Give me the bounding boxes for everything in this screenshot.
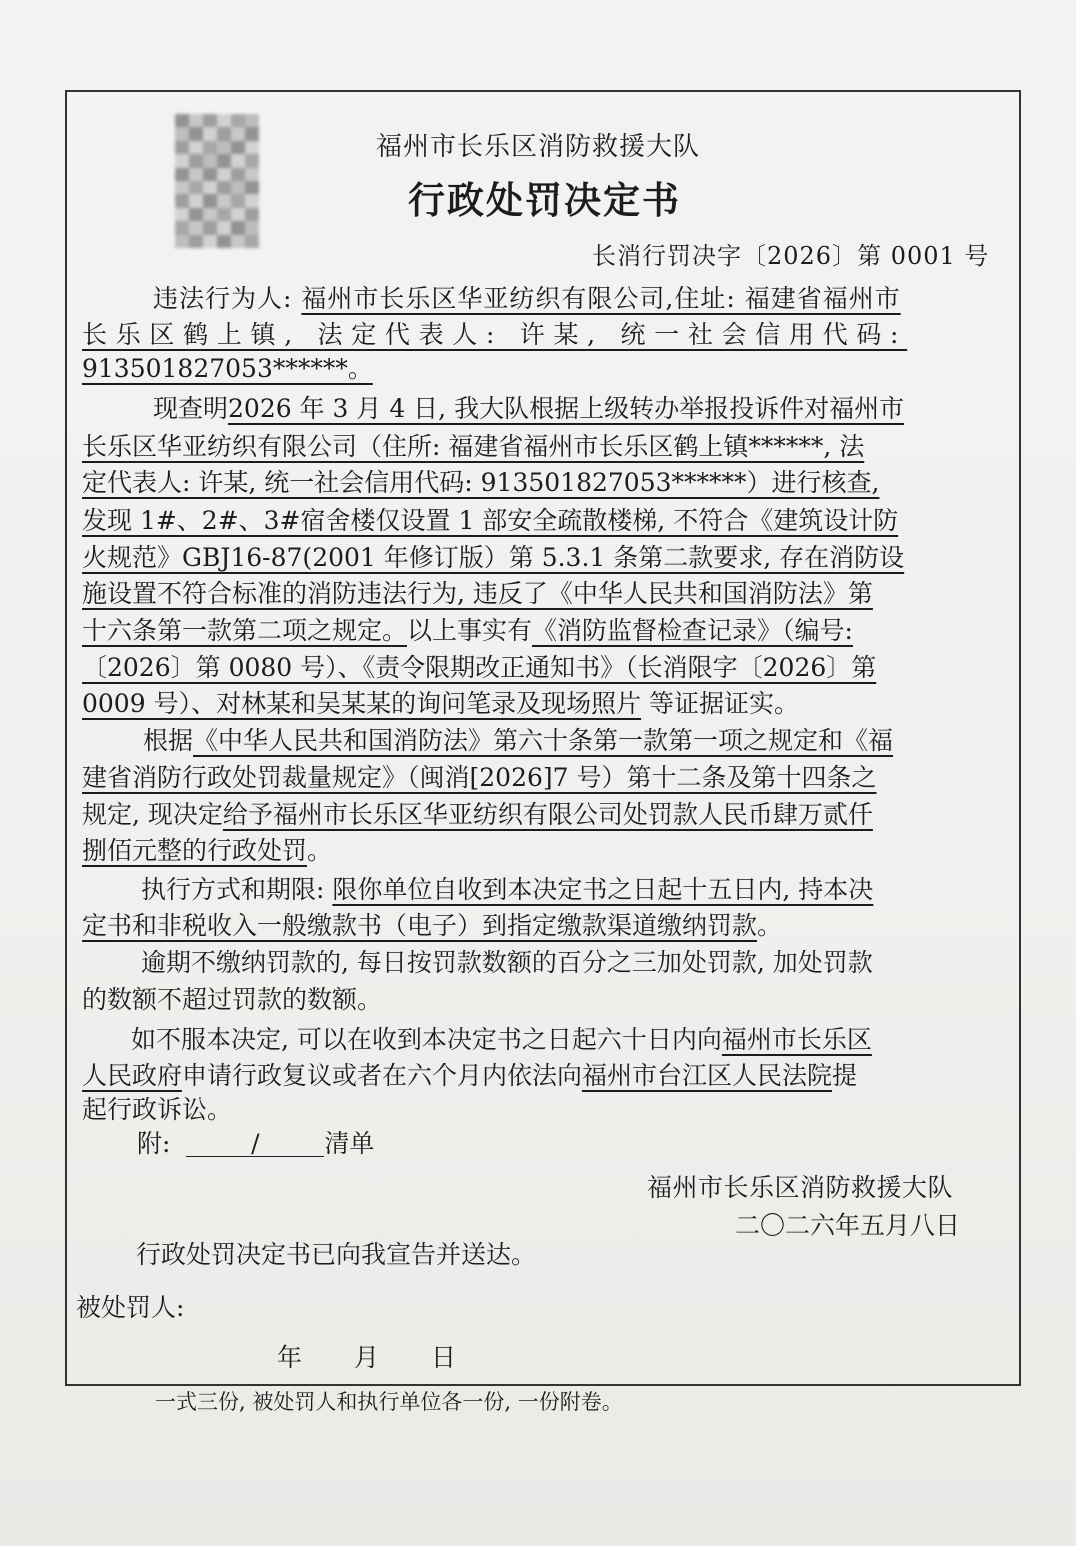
- body-line: 起行政诉讼。: [82, 1095, 233, 1124]
- attachment-blank: /: [186, 1131, 324, 1157]
- body-line: 人民政府申请行政复议或者在六个月内依法向福州市台江区人民法院提: [82, 1061, 858, 1090]
- signature-date: 二〇二六年五月八日: [735, 1211, 961, 1240]
- body-line: 长乐区华亚纺织有限公司（住所: 福建省福州市长乐区鹤上镇******, 法: [82, 432, 865, 461]
- attachment-line: 附: / 清单: [137, 1129, 375, 1158]
- body-line: 规定, 现决定给予福州市长乐区华亚纺织有限公司处罚款人民币肆万贰仟: [82, 800, 873, 829]
- body-line: 定代表人: 许某, 统一社会信用代码: 913501827053******）进行核查,: [82, 468, 880, 497]
- receipt-statement: 行政处罚决定书已向我宣告并送达。: [136, 1240, 537, 1269]
- body-line: 发现 1#、2#、3#宿舍楼仅设置 1 部安全疏散楼梯, 不符合《建筑设计防: [82, 506, 899, 535]
- penalized-party-label: 被处罚人:: [76, 1293, 185, 1322]
- body-line: 913501827053******。: [82, 354, 373, 383]
- body-line: 的数额不超过罚款的数额。: [82, 985, 383, 1014]
- body-line: 逾期不缴纳罚款的, 每日按罚款数额的百分之三加处罚款, 加处罚款: [141, 948, 873, 977]
- body-line: 〔2026〕第 0080 号）、《责令限期改正通知书》（长消限字〔2026〕第: [82, 653, 877, 682]
- body-line: 如不服本决定, 可以在收到本决定书之日起六十日内向福州市长乐区: [131, 1025, 872, 1054]
- body-line: 0009 号）、对林某和吴某某的询问笔录及现场照片 等证据证实。: [82, 689, 800, 718]
- body-line: 根据《中华人民共和国消防法》第六十条第一款第一项之规定和《福: [143, 726, 894, 755]
- body-line: 施设置不符合标准的消防违法行为, 违反了《中华人民共和国消防法》第: [82, 579, 873, 608]
- copies-note: 一式三份, 被处罚人和执行单位各一份, 一份附卷。: [155, 1390, 623, 1414]
- signature-organization: 福州市长乐区消防救援大队: [647, 1173, 954, 1202]
- body-line: 建省消防行政处罚裁量规定》（闽消[2026]7 号）第十二条及第十四条之: [82, 763, 877, 792]
- body-line: 违法行为人: 福州市长乐区华亚纺织有限公司,住址: 福建省福州市: [153, 284, 901, 313]
- receipt-date-line: 年 月 日: [277, 1343, 457, 1372]
- issuing-organization: 福州市长乐区消防救援大队: [376, 132, 701, 162]
- body-line: 火规范》GBJ16-87(2001 年修订版）第 5.3.1 条第二款要求, 存在消防设: [82, 543, 905, 572]
- document-title: 行政处罚决定书: [408, 178, 681, 222]
- body-line: 十六条第一款第二项之规定。以上事实有《消防监督检查记录》（编号:: [82, 616, 853, 645]
- document-number: 长消行罚决字〔2026〕第 0001 号: [592, 242, 990, 270]
- body-line: 定书和非税收入一般缴款书（电子）到指定缴款渠道缴纳罚款。: [82, 911, 783, 940]
- body-line: 现查明2026 年 3 月 4 日, 我大队根据上级转办举报投诉件对福州市: [153, 394, 905, 423]
- body-line: 长乐区鹤上镇, 法定代表人: 许某, 统一社会信用代码:: [82, 320, 908, 349]
- body-line: 执行方式和期限: 限你单位自收到本决定书之日起十五日内, 持本决: [141, 875, 874, 904]
- body-line: 捌佰元整的行政处罚。: [82, 836, 333, 865]
- blurred-qr-code: [175, 114, 259, 248]
